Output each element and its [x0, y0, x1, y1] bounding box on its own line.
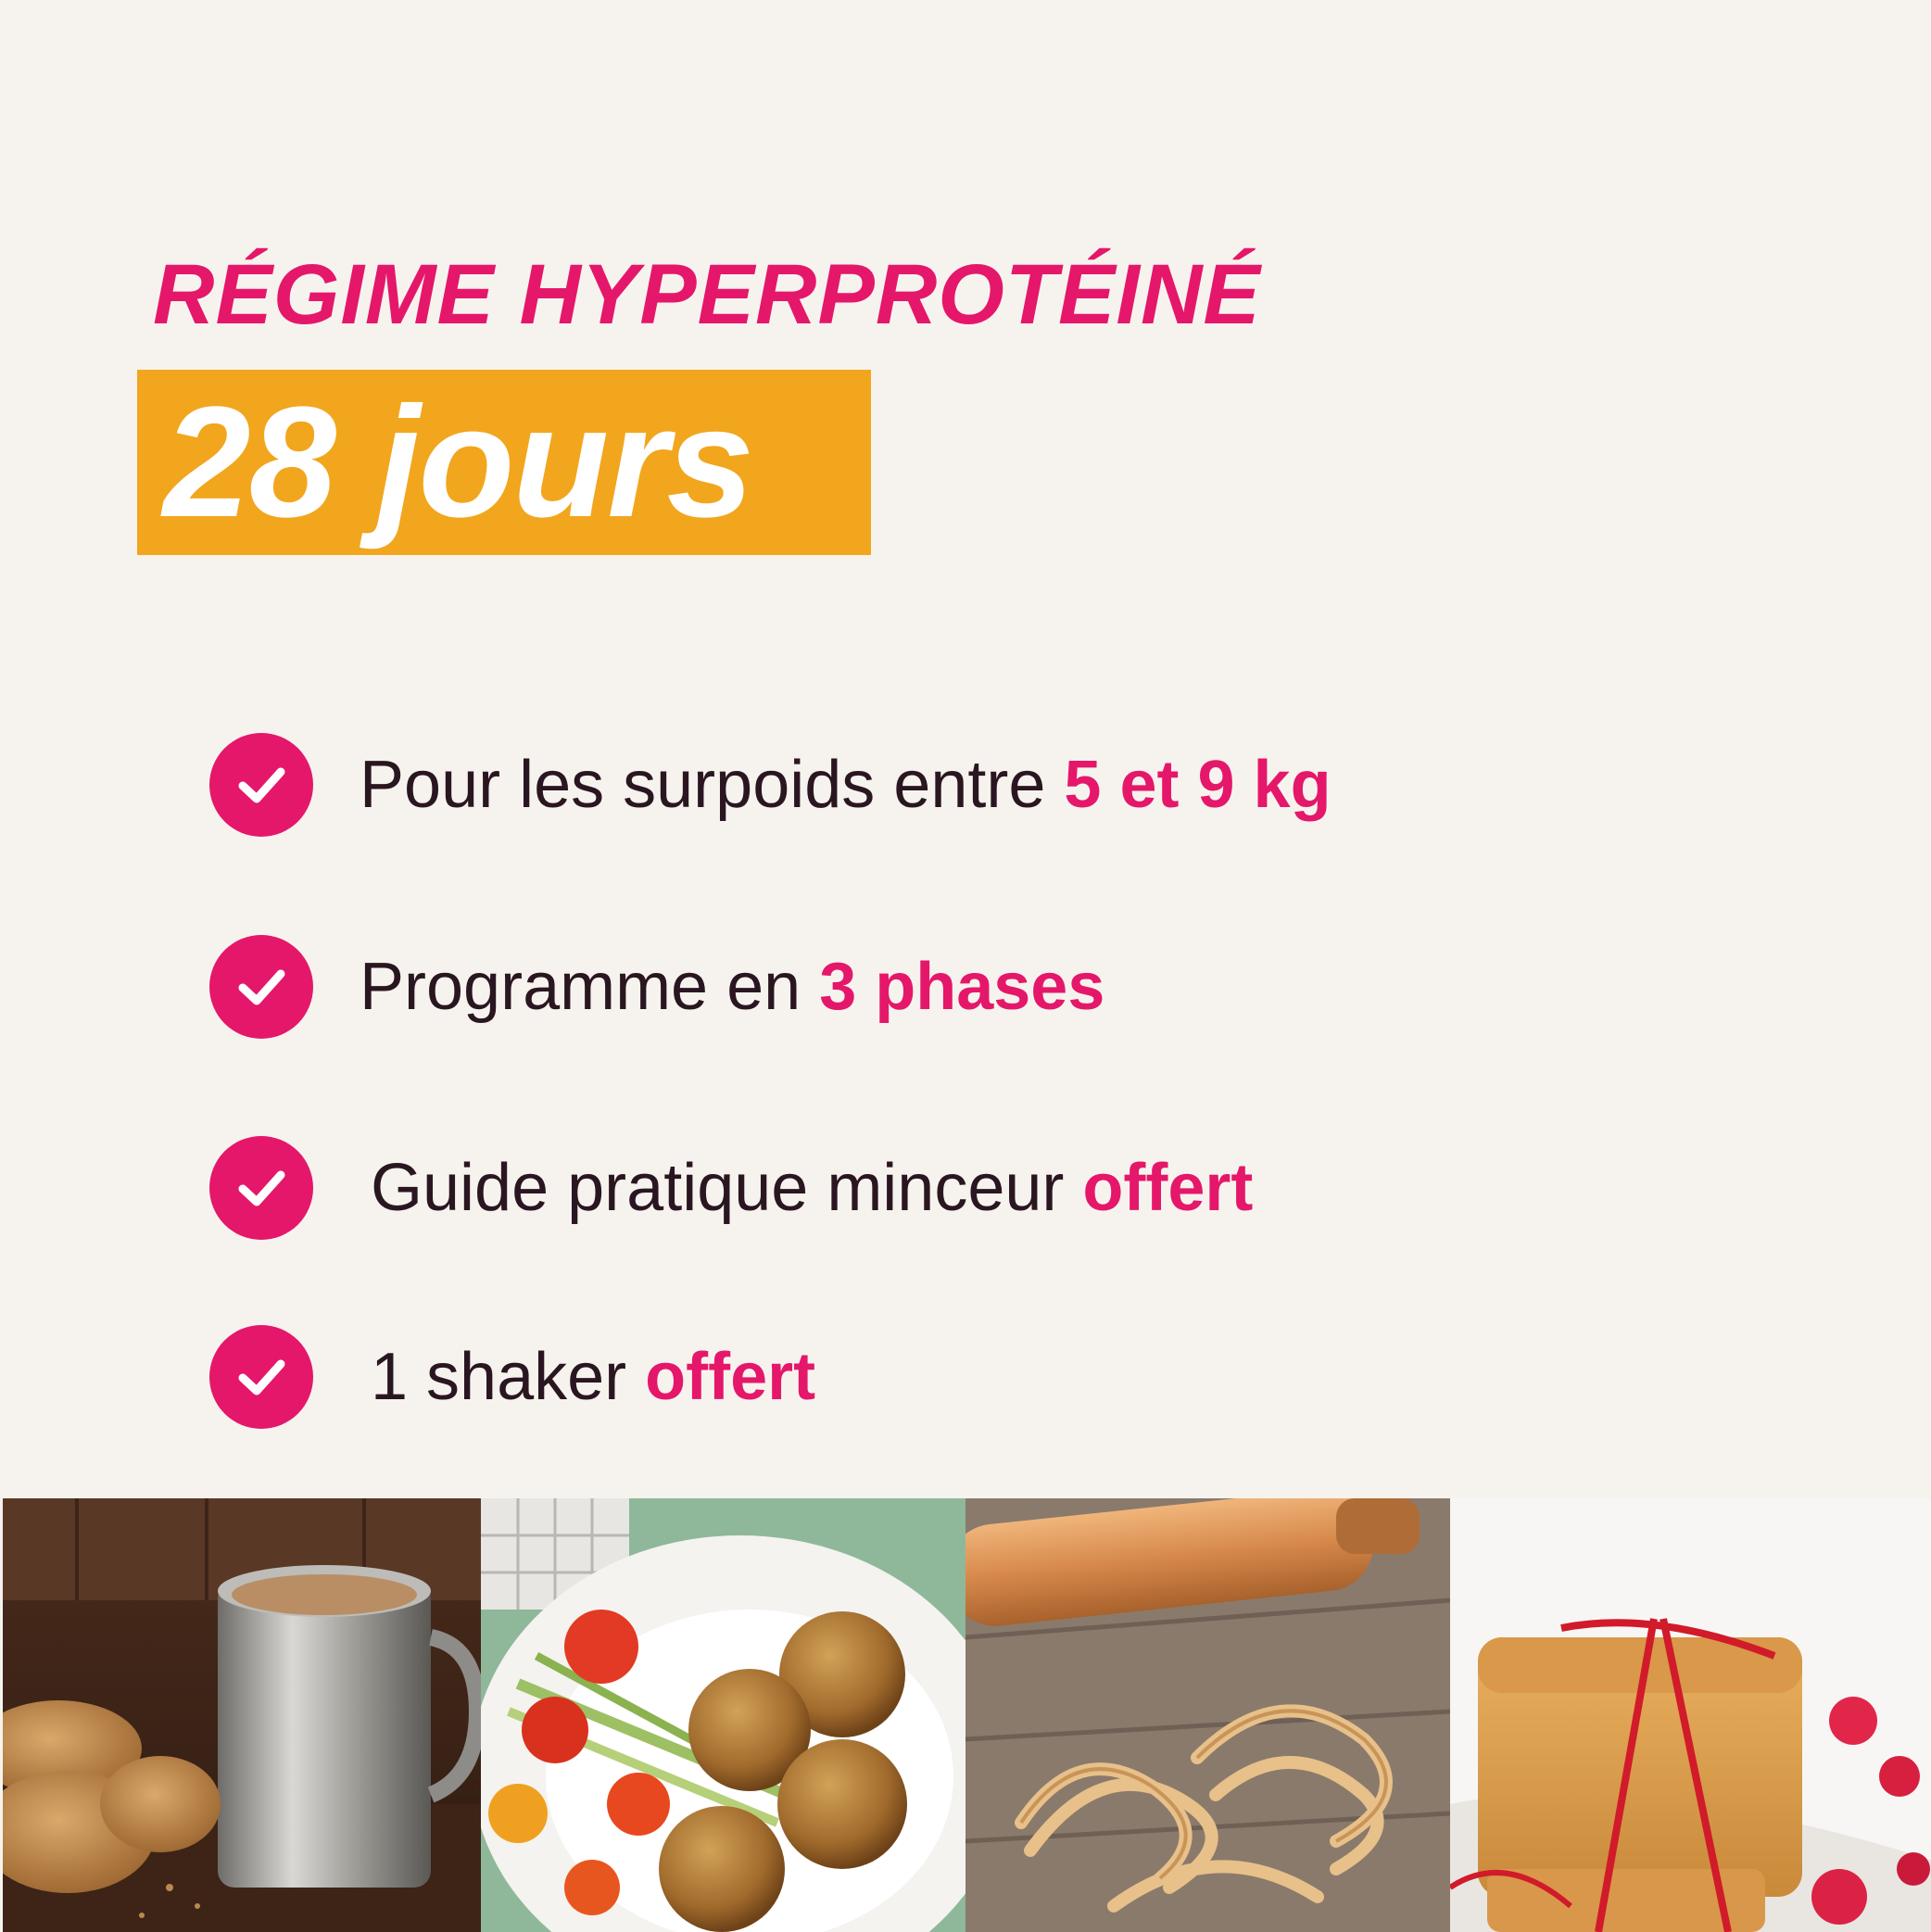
photo-mini-cake [1450, 1498, 1931, 1932]
check-circle-icon [209, 733, 313, 837]
feature-text: Programme en 3 phases [360, 950, 1105, 1024]
photo-tagliatelle [966, 1498, 1450, 1932]
feature-item-phases [209, 935, 1104, 1039]
feature-item-weight [209, 733, 1332, 837]
feature-text: Guide pratique minceur offert [371, 1151, 1254, 1225]
feature-text: 1 shaker offert [371, 1340, 816, 1414]
page-title: RÉGIME HYPERPROTÉINÉ [153, 247, 1261, 342]
photo-patties-salad [481, 1498, 966, 1932]
check-circle-icon [209, 935, 313, 1039]
feature-item-shaker [209, 1325, 815, 1429]
check-circle-icon [209, 1136, 313, 1240]
photo-hot-drink [3, 1498, 481, 1932]
duration-badge [137, 370, 871, 555]
feature-text: Pour les surpoids entre 5 et 9 kg [360, 748, 1332, 822]
check-circle-icon [209, 1325, 313, 1429]
duration-label: 28 jours [163, 374, 752, 550]
feature-item-guide [209, 1136, 1253, 1240]
photo-strip [3, 1498, 1931, 1932]
